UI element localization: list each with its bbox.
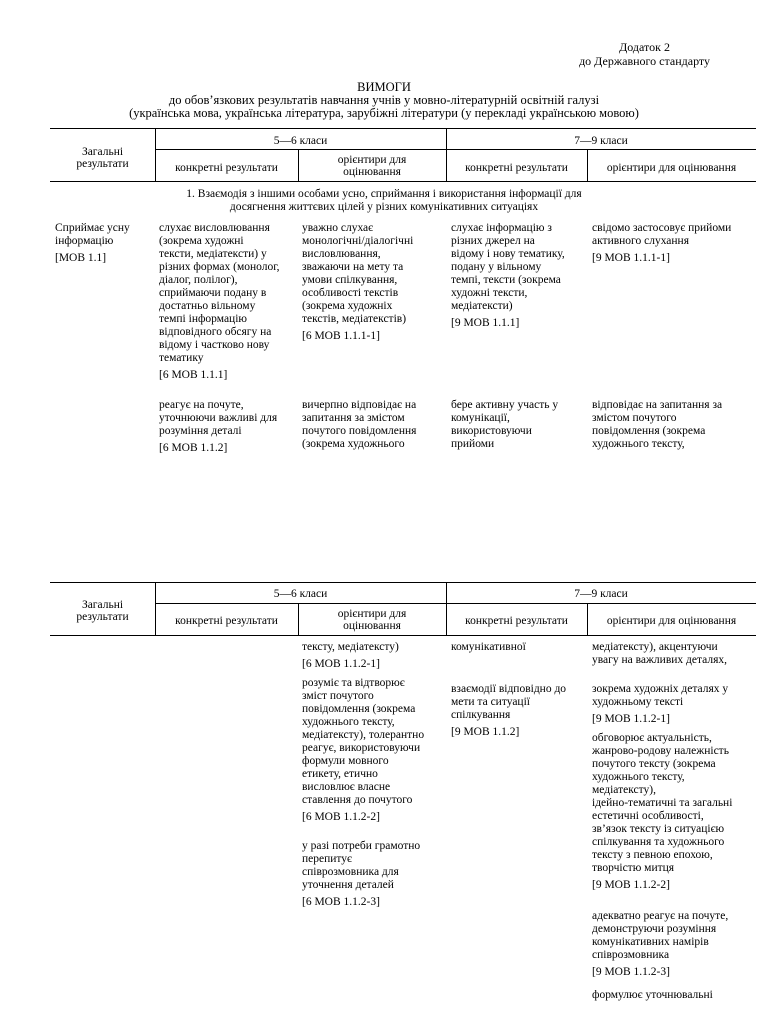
result-code: [6 МОВ 1.1.2] xyxy=(159,442,228,454)
header-grades-7-9: 7—9 класи xyxy=(574,135,628,147)
title-heading: ВИМОГИ xyxy=(357,80,411,94)
result-code: [9 МОВ 1.1.2-1] xyxy=(592,713,670,725)
general-result-cell: Сприймає усну інформацію [МОВ 1.1] xyxy=(55,222,155,265)
header-concrete-results: конкретні результати xyxy=(465,615,568,627)
result-code: [МОВ 1.1] xyxy=(55,252,107,264)
assessment-guideline-cell: уважно слухає монологічні/діалогічні висловлювання, зважаючи на мету та умови спілкування, особливості текстів (зокрема художніх текстів, медіатекстів) [6 МОВ 1.1.1-1] xyxy=(302,222,446,343)
annex-note xyxy=(579,40,710,68)
header-grades-5-6: 5—6 класи xyxy=(273,135,328,147)
header-general-results: Загальні результати xyxy=(76,599,129,623)
assessment-guideline-cell: тексту, медіатексту) [6 МОВ 1.1.2-1] xyxy=(302,641,446,671)
result-code: [9 МОВ 1.1.1] xyxy=(451,317,520,329)
title-line-3: (українська мова, українська література, зарубіжні літератури (у перекладі українською мовою) xyxy=(129,106,639,120)
assessment-guideline-cell: формулює уточнювальні xyxy=(592,989,713,1001)
result-code: [6 МОВ 1.1.2-2] xyxy=(302,811,380,823)
header-assessment-guidelines: орієнтири для оцінювання xyxy=(606,615,737,627)
assessment-guideline-cell: вичерпно відповідає на запитання за змістом почутого повідомлення (зокрема художнього xyxy=(302,399,417,450)
result-code: [6 МОВ 1.1.1-1] xyxy=(302,330,380,342)
concrete-result-cell: слухає висловлювання (зокрема художні тексти, медіатексти) у різних формах (монолог, діалог, полілог), сприймаючи подану в достатньо вільному темпі інформацію відповідного обсягу на відому і частково нову тематику [6 МОВ 1.1.1] xyxy=(159,222,298,382)
result-code: [9 МОВ 1.1.2] xyxy=(451,726,520,738)
result-code: [6 МОВ 1.1.2-3] xyxy=(302,896,380,908)
title-line-2: до обов’язкових результатів навчання учнів у мовно-літературній освітній галузі xyxy=(168,93,600,107)
result-code: [6 МОВ 1.1.1] xyxy=(159,369,228,381)
header-concrete-results: конкретні результати xyxy=(465,162,568,174)
concrete-result-cell: взаємодії відповідно до мети та ситуації спілкування [9 МОВ 1.1.2] xyxy=(451,683,587,739)
header-grades-7-9: 7—9 класи xyxy=(574,588,628,600)
result-code: [9 МОВ 1.1.1-1] xyxy=(592,252,670,264)
assessment-guideline-cell: зокрема художніх деталях у художньому тексті [9 МОВ 1.1.2-1] xyxy=(592,683,756,726)
assessment-guideline-cell: медіатексту), акцентуючи увагу на важливих деталях, xyxy=(592,641,728,666)
section-heading: 1. Взаємодія з іншими особами усно, сприймання і використання інформації для досягнення життєвих цілей у різних комунікативних ситуаціях xyxy=(186,188,582,213)
document-title xyxy=(0,81,768,120)
assessment-guideline-cell: обговорює актуальність, жанрово-родову належність почутого тексту (зокрема художнього тексту, медіатексту), ідейно-тематичні та загальні естетичні особливості, зв’язок тексту із ситуацією спілкування та художнього тексту з певною епохою, творчістю митця [9 МОВ 1.1.2-2] xyxy=(592,732,756,892)
header-general-results: Загальні результати xyxy=(76,146,129,170)
assessment-guideline-cell: адекватно реагує на почуте, демонструючи розуміння комунікативних намірів співрозмовника [9 МОВ 1.1.2-3] xyxy=(592,910,756,979)
concrete-result-cell: бере активну участь у комунікації, використовуючи прийоми xyxy=(451,399,559,450)
annex-line-1: Додаток 2 xyxy=(619,40,670,54)
annex-line-2: до Державного стандарту xyxy=(579,54,710,68)
assessment-guideline-cell: розуміє та відтворює зміст почутого повідомлення (зокрема художнього тексту, медіатексту), толерантно реагує, використовуючи формули мовного етикету, етично висловлює власне ставлення до почутого [6 МОВ 1.1.2-2] xyxy=(302,677,446,824)
concrete-result-cell: комунікативної xyxy=(451,641,526,653)
result-code: [9 МОВ 1.1.2-3] xyxy=(592,966,670,978)
header-grades-5-6: 5—6 класи xyxy=(273,588,328,600)
concrete-result-cell: слухає інформацію з різних джерел на відому і нову тематику, подану у вільному темпі, тексти (зокрема художні тексти, медіатексти) [9 МОВ 1.1.1] xyxy=(451,222,587,330)
header-assessment-guidelines: орієнтири для оцінювання xyxy=(337,608,407,632)
assessment-guideline-cell: відповідає на запитання за змістом почутого повідомлення (зокрема художнього тексту, xyxy=(592,399,723,450)
assessment-guideline-cell: свідомо застосовує прийоми активного слухання [9 МОВ 1.1.1-1] xyxy=(592,222,756,265)
header-concrete-results: конкретні результати xyxy=(175,162,278,174)
assessment-guideline-cell: у разі потреби грамотно перепитує співрозмовника для уточнення деталей [6 МОВ 1.1.2-3] xyxy=(302,840,446,909)
header-assessment-guidelines: орієнтири для оцінювання xyxy=(606,162,737,174)
header-concrete-results: конкретні результати xyxy=(175,615,278,627)
result-code: [6 МОВ 1.1.2-1] xyxy=(302,658,380,670)
result-code: [9 МОВ 1.1.2-2] xyxy=(592,879,670,891)
concrete-result-cell: реагує на почуте, уточнюючи важливі для розуміння деталі [6 МОВ 1.1.2] xyxy=(159,399,298,455)
header-assessment-guidelines: орієнтири для оцінювання xyxy=(337,154,407,178)
